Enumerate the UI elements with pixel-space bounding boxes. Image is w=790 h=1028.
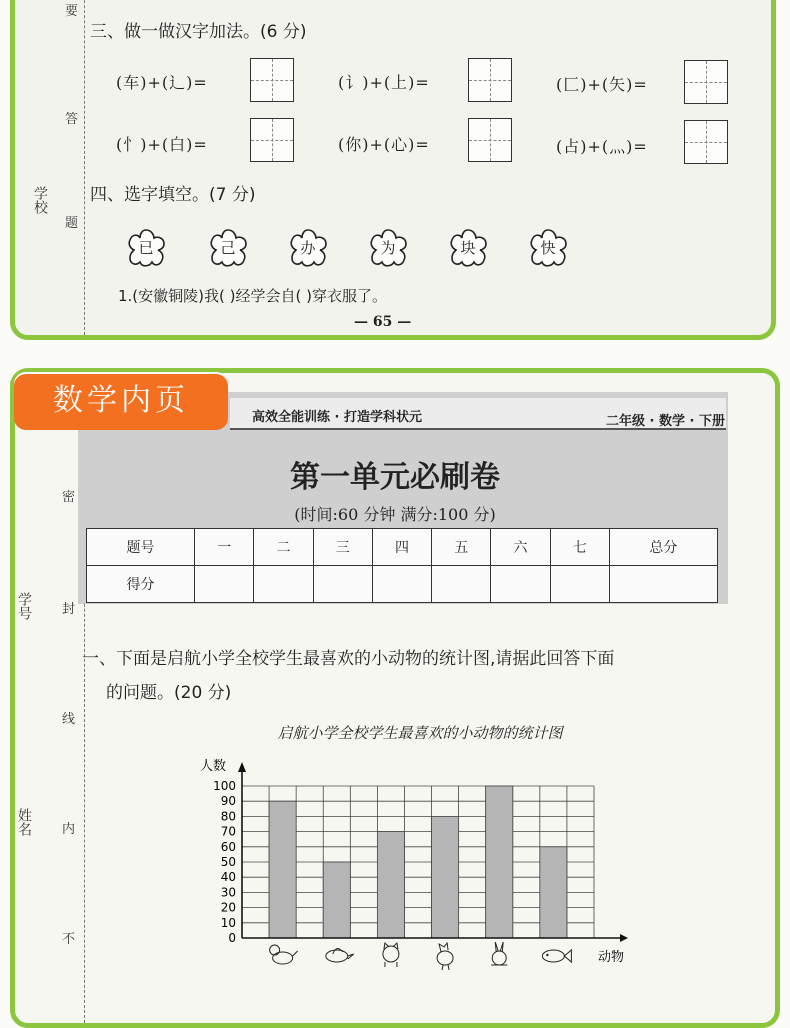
section-3-title: 三、做一做汉字加法。(6 分): [90, 22, 307, 42]
equation-5: (你)+(心)=: [338, 135, 430, 154]
y-tick-label: 60: [220, 839, 236, 854]
answer-grid-box[interactable]: [250, 58, 294, 102]
exam-title: 第一单元必刷卷: [290, 460, 500, 495]
y-tick-label: 80: [220, 809, 236, 824]
margin-char: 密: [62, 490, 76, 505]
y-tick-label: 0: [228, 931, 236, 945]
y-axis-arrow: [238, 762, 246, 772]
flower-choice[interactable]: 快: [526, 226, 570, 270]
margin-char: 线: [62, 712, 76, 727]
table-header-cell: 一: [195, 529, 254, 566]
y-tick-label: 100: [213, 779, 236, 793]
equation-6: (占)+(灬)=: [556, 137, 648, 156]
bar-rooster: [432, 816, 459, 938]
flower-choice[interactable]: 为: [366, 226, 410, 270]
x-axis-label: 动物: [598, 950, 625, 965]
table-header-cell: 四: [372, 529, 431, 566]
bar-rabbit: [486, 786, 513, 938]
equation-1: (车)+(辶)=: [116, 73, 208, 92]
question-1-line-1: 一、下面是启航小学全校学生最喜欢的小动物的统计图,请据此回答下面: [82, 649, 615, 669]
margin-char: 不: [62, 932, 76, 947]
y-tick-label: 20: [220, 900, 236, 915]
flower-choice[interactable]: 己: [206, 226, 250, 270]
page-number: — 65 —: [354, 314, 412, 330]
score-cell[interactable]: [313, 566, 372, 603]
score-table: [86, 528, 718, 603]
margin-char: 要: [65, 4, 79, 19]
margin-label-school: 学校: [32, 186, 48, 214]
margin-char: 封: [62, 602, 76, 617]
x-axis-arrow: [620, 934, 628, 942]
table-header-cell: 题号: [87, 529, 195, 566]
binding-margin: [15, 0, 85, 335]
chart-category-icons: [270, 942, 572, 970]
table-header-cell: 七: [550, 529, 609, 566]
table-header-cell: 五: [432, 529, 491, 566]
margin-char: 题: [65, 216, 79, 231]
chart-title: 启航小学全校学生最喜欢的小动物的统计图: [277, 724, 563, 742]
margin-char: 内: [62, 822, 76, 837]
flower-choice[interactable]: 已: [124, 226, 168, 270]
equation-2: (讠)+(上)=: [338, 73, 430, 92]
margin-label-student-id: 学号: [16, 592, 32, 620]
chart-ticks: [213, 779, 236, 945]
fill-in-sentence-1: 1.(安徽铜陵)我( )经学会自( )穿衣服了。: [118, 287, 387, 305]
bar-chart: [180, 750, 640, 972]
score-row-label: 得分: [87, 566, 195, 603]
answer-grid-box[interactable]: [468, 118, 512, 162]
equation-3: (匚)+(矢)=: [556, 75, 648, 94]
y-tick-label: 40: [220, 870, 236, 885]
bar-bird: [323, 862, 350, 938]
y-tick-label: 30: [220, 885, 236, 900]
score-cell[interactable]: [550, 566, 609, 603]
y-tick-label: 90: [220, 794, 236, 809]
y-tick-label: 10: [220, 915, 236, 930]
bar-cat: [377, 832, 404, 938]
header-slogan: 高效全能训练 · 打造学科状元: [252, 410, 422, 425]
section-4-title: 四、选字填空。(7 分): [90, 185, 256, 205]
exam-subtitle: (时间:60 分钟 满分:100 分): [294, 505, 496, 524]
equation-4: (忄)+(白)=: [116, 135, 208, 154]
score-cell[interactable]: [372, 566, 431, 603]
table-header-cell: 二: [254, 529, 313, 566]
bird-icon: [326, 948, 354, 962]
flower-choice[interactable]: 块: [446, 226, 490, 270]
answer-grid-box[interactable]: [684, 120, 728, 164]
y-axis-label: 人数: [200, 759, 227, 774]
cat-icon: [383, 943, 399, 967]
y-tick-label: 50: [220, 855, 236, 869]
flower-choice[interactable]: 办: [286, 226, 330, 270]
rabbit-icon: [491, 942, 507, 965]
table-row: [87, 566, 718, 603]
score-cell[interactable]: [491, 566, 550, 603]
header-grade: 二年级 · 数学 · 下册: [606, 414, 725, 429]
margin-char: 答: [65, 112, 79, 127]
score-cell[interactable]: [254, 566, 313, 603]
bar-dog: [269, 801, 296, 938]
question-1-line-2: 的问题。(20 分): [106, 683, 232, 703]
answer-grid-box[interactable]: [468, 58, 512, 102]
answer-grid-box[interactable]: [250, 118, 294, 162]
fish-icon: [542, 950, 571, 962]
table-header-cell: 总分: [609, 529, 717, 566]
table-header-cell: 六: [491, 529, 550, 566]
math-page-badge: 数学内页: [14, 372, 228, 430]
score-cell[interactable]: [609, 566, 717, 603]
table-row: [87, 529, 718, 566]
bar-fish: [540, 847, 567, 938]
score-cell[interactable]: [432, 566, 491, 603]
rooster-icon: [437, 943, 453, 970]
margin-label-name: 姓名: [16, 808, 32, 836]
dog-icon: [270, 945, 298, 964]
table-header-cell: 三: [313, 529, 372, 566]
y-tick-label: 70: [220, 824, 236, 839]
score-cell[interactable]: [195, 566, 254, 603]
answer-grid-box[interactable]: [684, 60, 728, 104]
